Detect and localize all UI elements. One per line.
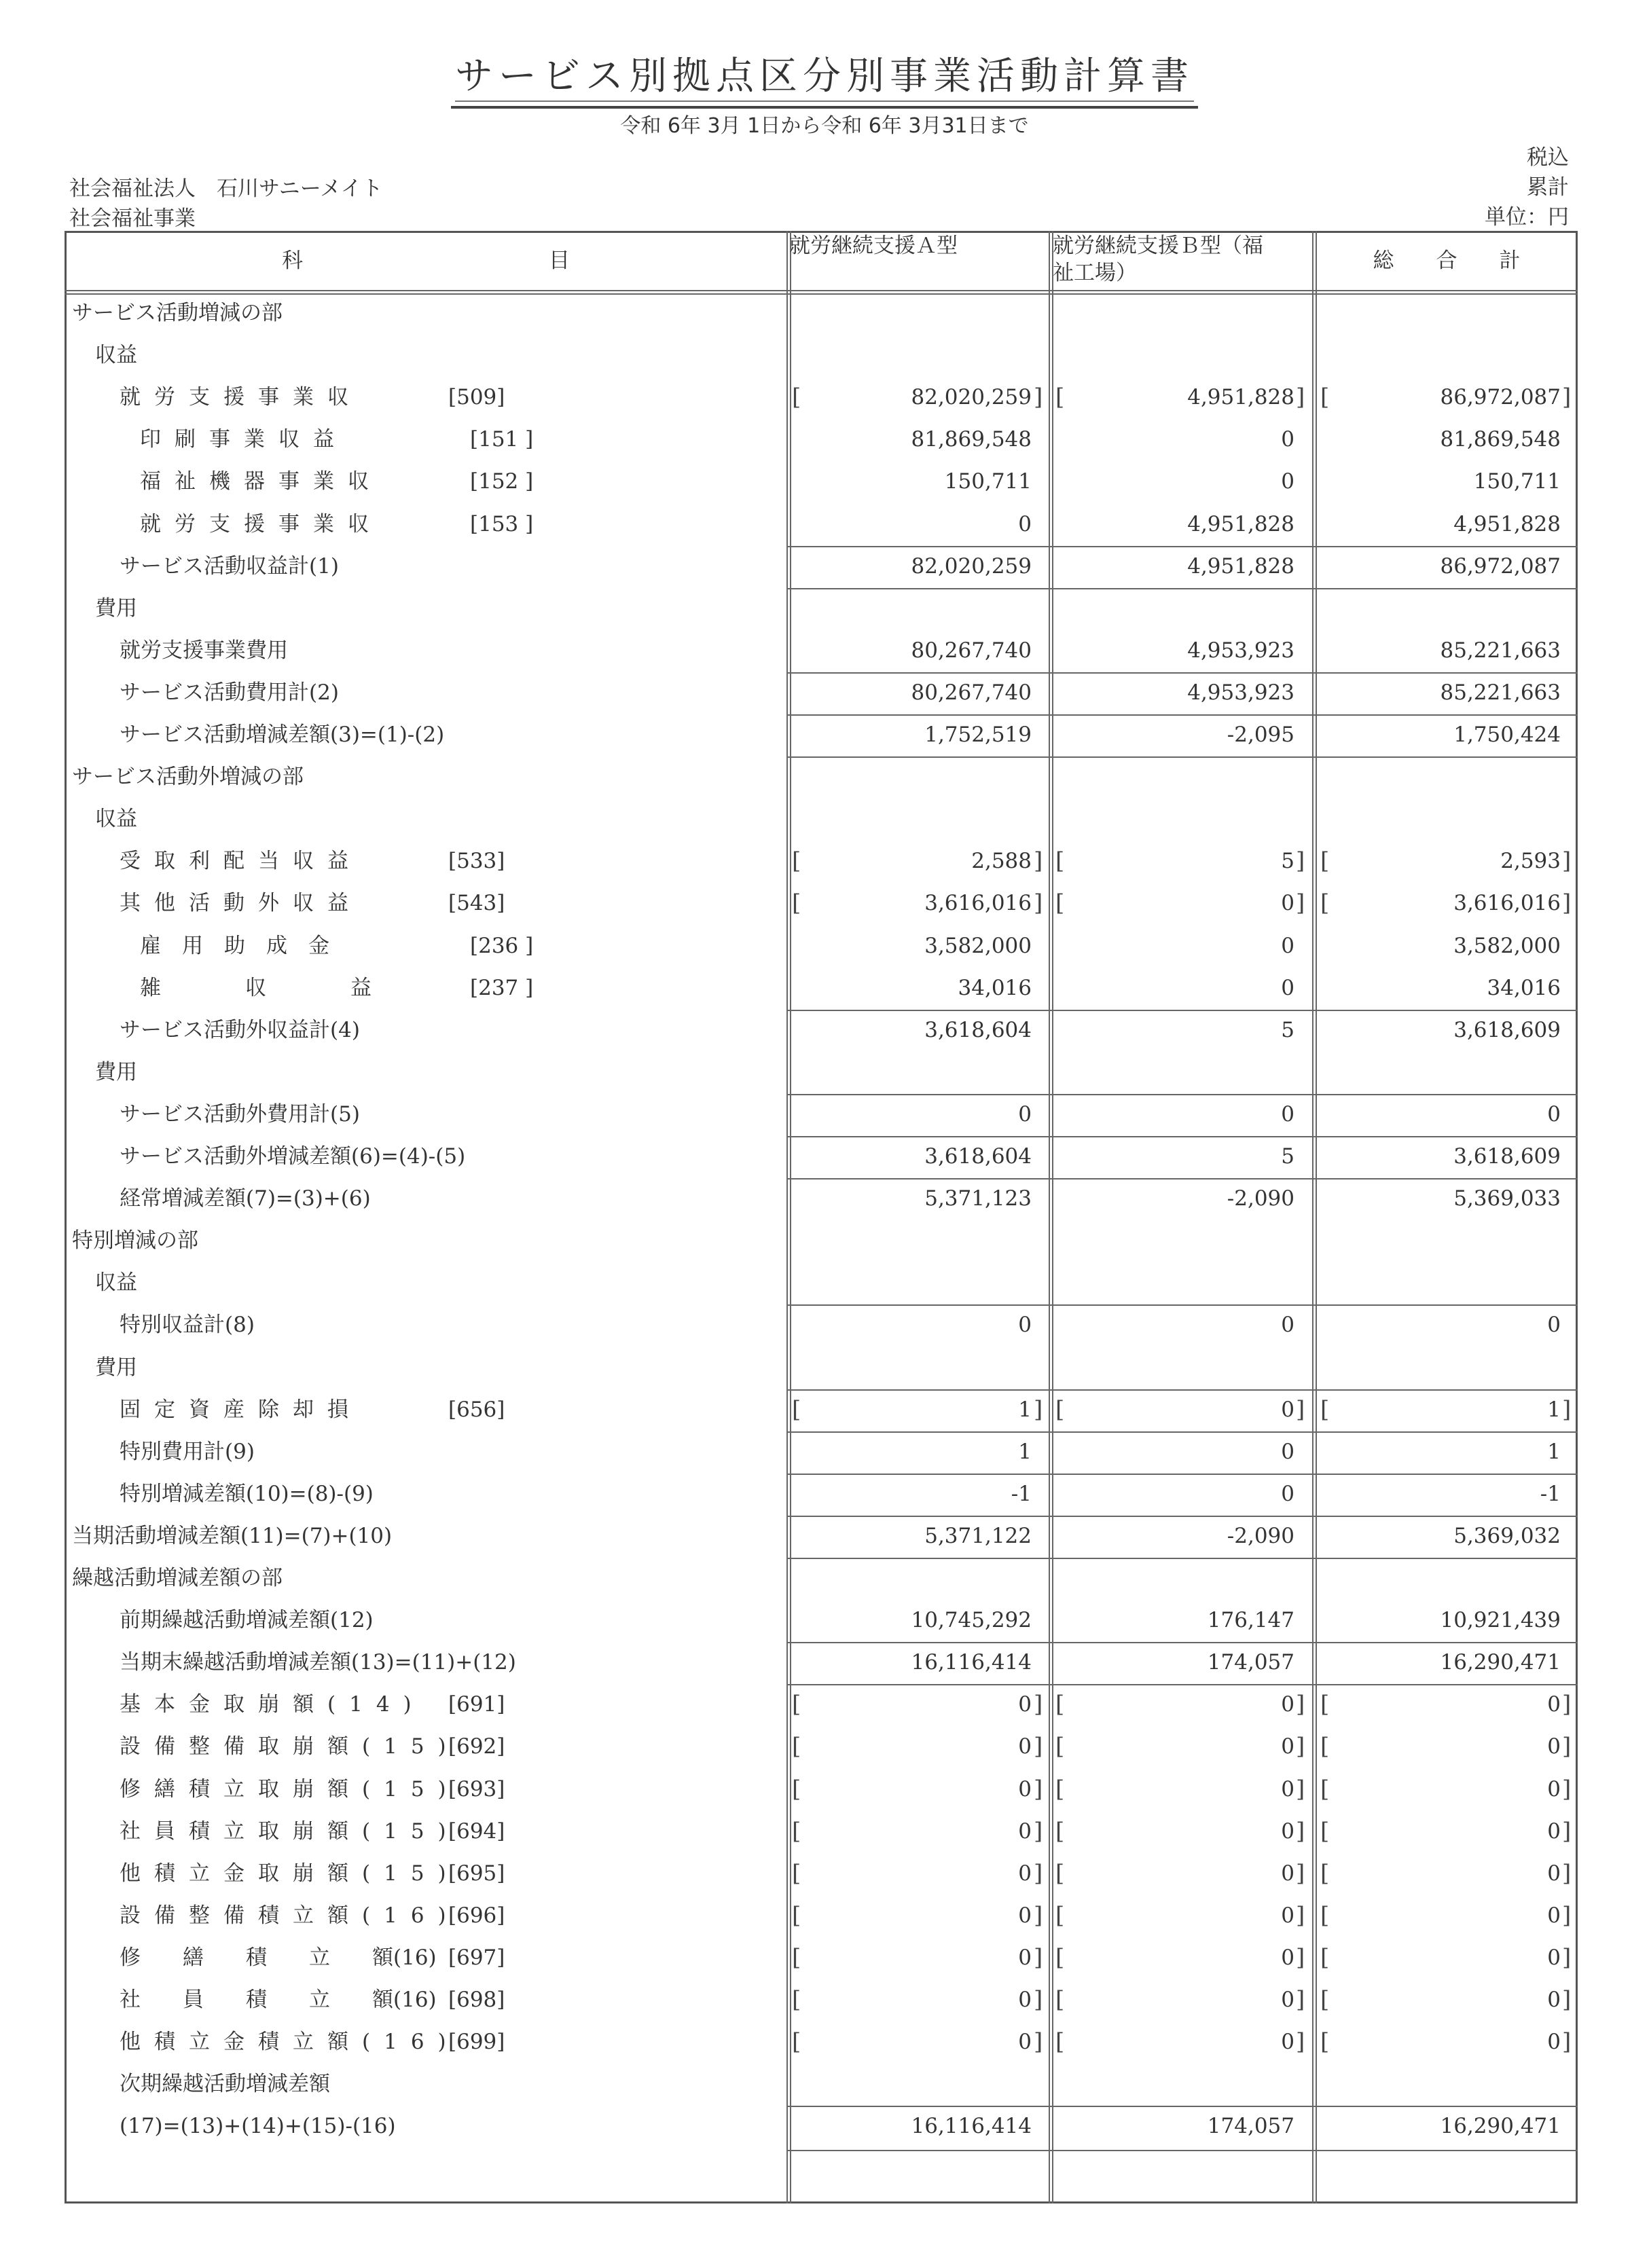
b-type-value: 0	[1281, 1692, 1294, 1717]
table-row	[0, 1304, 1649, 1346]
total-value: 1	[1547, 1439, 1561, 1464]
final-rule	[786, 2150, 1578, 2151]
a-type-value: 0	[1018, 1988, 1032, 2012]
b-type-value: 0	[1281, 933, 1294, 958]
account-code: [151 ]	[470, 427, 534, 452]
row-label: 特別費用計(9)	[120, 1439, 255, 1464]
open-bracket: [	[1055, 1817, 1065, 1845]
row-label: 設備整備積立額(16)	[120, 1903, 460, 1928]
account-code: [696]	[448, 1903, 505, 1928]
row-label: 収益	[95, 343, 137, 368]
close-bracket: ]	[1034, 1817, 1043, 1845]
total-value: 3,582,000	[1453, 933, 1561, 958]
table-row	[0, 1768, 1649, 1810]
b-type-value: 4,951,828	[1187, 385, 1294, 410]
close-bracket: ]	[1562, 1395, 1572, 1423]
table-row	[0, 1810, 1649, 1852]
open-bracket: [	[1320, 1859, 1330, 1887]
close-bracket: ]	[1562, 1691, 1572, 1719]
table-row	[0, 629, 1649, 672]
table-row	[0, 1683, 1649, 1725]
row-label: 次期繰越活動増減差額	[120, 2072, 330, 2097]
a-type-value: 80,267,740	[911, 680, 1032, 705]
row-label: 経常増減差額(7)=(3)+(6)	[120, 1186, 371, 1211]
table-row	[0, 334, 1649, 376]
row-label: 修繕積立取崩額(15)	[120, 1776, 460, 1801]
total-value: 16,290,471	[1440, 2114, 1561, 2139]
table-row	[0, 1979, 1649, 2021]
b-type-value: 0	[1281, 1861, 1294, 1886]
a-type-value: 80,267,740	[911, 638, 1032, 663]
table-row	[0, 1431, 1649, 1473]
close-bracket: ]	[1034, 2028, 1043, 2056]
row-label: 費用	[95, 1355, 137, 1380]
b-type-header-line2: 祉工場）	[1053, 261, 1137, 285]
row-label: 当期活動増減差額(11)=(7)+(10)	[72, 1523, 393, 1548]
account-code: [656]	[448, 1397, 505, 1422]
table-row	[0, 798, 1649, 840]
total-value: 3,616,016	[1453, 891, 1561, 916]
close-bracket: ]	[1296, 1859, 1305, 1887]
open-bracket: [	[1055, 384, 1065, 411]
close-bracket: ]	[1034, 1775, 1043, 1803]
close-bracket: ]	[1562, 1943, 1572, 1971]
b-type-value: 0	[1281, 469, 1294, 494]
a-type-value: 1	[1018, 1397, 1032, 1422]
b-type-value: 0	[1281, 1776, 1294, 1801]
b-type-value: 0	[1281, 1439, 1294, 1464]
b-type-value: 4,953,923	[1187, 680, 1294, 705]
open-bracket: [	[792, 1733, 801, 1761]
row-label: 他積立金取崩額(15)	[120, 1861, 460, 1886]
row-label: サービス活動費用計(2)	[120, 680, 339, 705]
row-label: 就労支援事業収	[120, 385, 362, 410]
total-value: 0	[1547, 1101, 1561, 1127]
close-bracket: ]	[1296, 1901, 1305, 1929]
row-label: 前期繰越活動増減差額(12)	[120, 1608, 374, 1633]
a-type-value: 34,016	[958, 975, 1032, 1000]
row-label: 雇 用 助 成 金	[140, 933, 329, 958]
open-bracket: [	[1320, 1901, 1330, 1929]
close-bracket: ]	[1562, 1817, 1572, 1845]
close-bracket: ]	[1296, 890, 1305, 917]
a-type-value: 0	[1018, 1903, 1032, 1928]
table-row	[0, 1599, 1649, 1641]
table-row	[0, 418, 1649, 460]
table-row	[0, 840, 1649, 882]
corporation-name: 社会福祉法人 石川サニーメイト	[69, 177, 383, 201]
row-label: 費用	[95, 1059, 137, 1084]
open-bracket: [	[1320, 1817, 1330, 1845]
open-bracket: [	[1055, 1395, 1065, 1423]
close-bracket: ]	[1296, 1986, 1305, 2013]
row-label: 繰越活動増減差額の部	[72, 1566, 283, 1590]
open-bracket: [	[1055, 1859, 1065, 1887]
a-type-value: 82,020,259	[911, 553, 1032, 579]
a-type-value: 0	[1018, 1818, 1032, 1844]
account-code: [237 ]	[470, 975, 534, 1000]
table-row	[0, 1389, 1649, 1431]
close-bracket: ]	[1296, 1775, 1305, 1803]
b-type-value: 0	[1281, 1397, 1294, 1422]
close-bracket: ]	[1296, 2028, 1305, 2056]
close-bracket: ]	[1562, 384, 1572, 411]
table-row	[0, 1093, 1649, 1135]
open-bracket: [	[792, 1986, 801, 2013]
open-bracket: [	[1320, 1943, 1330, 1971]
b-type-value: 0	[1281, 1818, 1294, 1844]
row-label: サービス活動外増減差額(6)=(4)-(5)	[120, 1144, 466, 1169]
account-code: [693]	[448, 1776, 505, 1801]
open-bracket: [	[1320, 2028, 1330, 2056]
row-label: 印刷事業収益	[140, 427, 348, 452]
table-row	[0, 714, 1649, 756]
table-row	[0, 1557, 1649, 1599]
b-type-value: 176,147	[1207, 1608, 1294, 1633]
account-code: [691]	[448, 1692, 505, 1717]
row-label: 収益	[95, 807, 137, 832]
table-row	[0, 292, 1649, 334]
total-value: 5,369,032	[1453, 1523, 1561, 1548]
row-label: 修 繕 積 立 額(16)	[120, 1945, 437, 1970]
open-bracket: [	[1320, 890, 1330, 917]
table-row	[0, 1473, 1649, 1515]
table-row	[0, 545, 1649, 587]
account-code: [695]	[448, 1861, 505, 1886]
close-bracket: ]	[1034, 384, 1043, 411]
b-type-value: 5	[1281, 1017, 1294, 1042]
account-code: [699]	[448, 2030, 505, 2055]
total-value: 86,972,087	[1440, 385, 1561, 410]
table-row	[0, 2063, 1649, 2105]
close-bracket: ]	[1562, 1901, 1572, 1929]
business-name: 社会福祉事業	[69, 206, 196, 231]
b-type-value: 174,057	[1207, 1650, 1294, 1675]
total-value: 0	[1547, 1945, 1561, 1970]
a-type-value: 82,020,259	[911, 385, 1032, 410]
row-label: 就労支援事業費用	[120, 638, 288, 663]
a-type-value: 3,618,604	[924, 1144, 1032, 1169]
row-label: 他積立金積立額(16)	[120, 2030, 460, 2055]
table-row	[0, 1895, 1649, 1937]
a-type-value: 0	[1018, 1945, 1032, 1970]
account-code: [509]	[448, 385, 505, 410]
account-code: [153 ]	[470, 511, 534, 536]
open-bracket: [	[1055, 1986, 1065, 2013]
a-type-value: 0	[1018, 1861, 1032, 1886]
b-type-value: 4,953,923	[1187, 638, 1294, 663]
table-row	[0, 1641, 1649, 1683]
open-bracket: [	[1320, 847, 1330, 875]
b-type-value: 4,951,828	[1187, 511, 1294, 536]
a-type-value: 5,371,122	[924, 1523, 1032, 1548]
row-label: 費用	[95, 596, 137, 621]
close-bracket: ]	[1034, 1733, 1043, 1761]
b-type-value: 174,057	[1207, 2114, 1294, 2139]
subject-header-left: 科	[282, 249, 303, 273]
close-bracket: ]	[1562, 847, 1572, 875]
table-row	[0, 587, 1649, 629]
row-label: 其他活動外収益	[120, 891, 362, 916]
table-row	[0, 2105, 1649, 2147]
a-type-value: 0	[1018, 1313, 1032, 1338]
open-bracket: [	[792, 1943, 801, 1971]
account-code: [692]	[448, 1734, 505, 1759]
a-type-header: 就労継続支援Ａ型	[789, 234, 958, 258]
account-code: [543]	[448, 891, 505, 916]
b-type-value: 0	[1281, 975, 1294, 1000]
total-value: 3,618,609	[1453, 1144, 1561, 1169]
account-code: [152 ]	[470, 469, 534, 494]
a-type-value: 0	[1018, 1776, 1032, 1801]
table-row	[0, 1725, 1649, 1768]
a-type-value: 3,616,016	[924, 891, 1032, 916]
close-bracket: ]	[1296, 1943, 1305, 1971]
close-bracket: ]	[1034, 1691, 1043, 1719]
total-value: -1	[1540, 1481, 1561, 1506]
total-value: 0	[1547, 1988, 1561, 2012]
account-code: [698]	[448, 1988, 505, 2012]
a-type-value: 0	[1018, 2030, 1032, 2055]
open-bracket: [	[792, 384, 801, 411]
table-row	[0, 503, 1649, 545]
open-bracket: [	[792, 1901, 801, 1929]
a-type-value: 81,869,548	[911, 427, 1032, 452]
table-row	[0, 376, 1649, 418]
close-bracket: ]	[1296, 1817, 1305, 1845]
table-row	[0, 882, 1649, 924]
account-code: [694]	[448, 1818, 505, 1844]
open-bracket: [	[792, 890, 801, 917]
total-value: 0	[1547, 1776, 1561, 1801]
total-value: 85,221,663	[1440, 680, 1561, 705]
row-label: 当期末繰越活動増減差額(13)=(11)+(12)	[120, 1650, 516, 1675]
a-type-value: 150,711	[944, 469, 1032, 494]
table-row	[0, 1009, 1649, 1051]
close-bracket: ]	[1034, 847, 1043, 875]
total-value: 150,711	[1473, 469, 1561, 494]
open-bracket: [	[792, 1775, 801, 1803]
row-label: 特別増減の部	[72, 1228, 198, 1254]
b-type-value: -2,090	[1227, 1186, 1294, 1211]
row-label: サービス活動外増減の部	[72, 765, 304, 790]
close-bracket: ]	[1296, 847, 1305, 875]
close-bracket: ]	[1296, 1733, 1305, 1761]
table-row	[0, 1177, 1649, 1220]
open-bracket: [	[1055, 847, 1065, 875]
b-type-value: 0	[1281, 1481, 1294, 1506]
close-bracket: ]	[1562, 2028, 1572, 2056]
open-bracket: [	[792, 1817, 801, 1845]
close-bracket: ]	[1034, 1943, 1043, 1971]
b-type-value: -2,090	[1227, 1523, 1294, 1548]
open-bracket: [	[1320, 1733, 1330, 1761]
account-code: [697]	[448, 1945, 505, 1970]
row-label: 受取利配当収益	[120, 849, 362, 874]
b-type-value: 5	[1281, 849, 1294, 874]
b-type-value: 0	[1281, 1734, 1294, 1759]
table-row	[0, 1220, 1649, 1262]
open-bracket: [	[1055, 1733, 1065, 1761]
total-value: 81,869,548	[1440, 427, 1561, 452]
close-bracket: ]	[1296, 1395, 1305, 1423]
tax-label: 税込	[1527, 145, 1569, 170]
total-value: 10,921,439	[1440, 1608, 1561, 1633]
b-type-value: 0	[1281, 1988, 1294, 2012]
b-type-value: 0	[1281, 1101, 1294, 1127]
b-type-value: 5	[1281, 1144, 1294, 1169]
close-bracket: ]	[1562, 1859, 1572, 1887]
document-title: サービス別拠点区分別事業活動計算書	[0, 54, 1649, 109]
row-label: 社 員 積 立 額(16)	[120, 1988, 437, 2012]
row-label: 固定資産除却損	[120, 1397, 362, 1422]
table-row	[0, 1347, 1649, 1389]
table-row	[0, 460, 1649, 502]
b-type-value: 0	[1281, 1945, 1294, 1970]
close-bracket: ]	[1034, 1859, 1043, 1887]
open-bracket: [	[792, 2028, 801, 2056]
a-type-value: 10,745,292	[911, 1608, 1032, 1633]
b-type-value: 0	[1281, 2030, 1294, 2055]
b-type-value: 0	[1281, 891, 1294, 916]
table-row	[0, 756, 1649, 798]
a-type-value: -1	[1011, 1481, 1032, 1506]
a-type-value: 1,752,519	[924, 723, 1032, 747]
open-bracket: [	[1320, 1775, 1330, 1803]
row-label: サービス活動増減差額(3)=(1)-(2)	[120, 723, 445, 747]
total-value: 1	[1547, 1397, 1561, 1422]
row-label: 雑 収 益	[140, 975, 372, 1000]
b-type-value: 0	[1281, 1313, 1294, 1338]
close-bracket: ]	[1562, 1986, 1572, 2013]
open-bracket: [	[1320, 1395, 1330, 1423]
table-row	[0, 672, 1649, 714]
row-label: 基本金取崩額(14)	[120, 1692, 425, 1717]
row-label: (17)=(13)+(14)+(15)-(16)	[120, 2114, 396, 2139]
total-value: 0	[1547, 1818, 1561, 1844]
open-bracket: [	[792, 1395, 801, 1423]
open-bracket: [	[1055, 1943, 1065, 1971]
open-bracket: [	[792, 847, 801, 875]
table-row	[0, 2021, 1649, 2063]
total-value: 0	[1547, 1903, 1561, 1928]
total-value: 1,750,424	[1453, 723, 1561, 747]
subject-header-right: 目	[549, 249, 570, 273]
open-bracket: [	[792, 1691, 801, 1719]
row-label: 収益	[95, 1270, 137, 1296]
table-row	[0, 1262, 1649, 1304]
account-code: [236 ]	[470, 933, 534, 958]
open-bracket: [	[792, 1859, 801, 1887]
a-type-value: 3,582,000	[924, 933, 1032, 958]
row-label: サービス活動増減の部	[72, 301, 283, 325]
b-type-value: -2,095	[1227, 723, 1294, 747]
b-type-value: 4,951,828	[1187, 553, 1294, 579]
open-bracket: [	[1055, 2028, 1065, 2056]
a-type-value: 0	[1018, 511, 1032, 536]
row-label: 特別増減差額(10)=(8)-(9)	[120, 1481, 374, 1506]
open-bracket: [	[1320, 1691, 1330, 1719]
a-type-value: 16,116,414	[911, 1650, 1032, 1675]
close-bracket: ]	[1562, 1775, 1572, 1803]
total-value: 4,951,828	[1453, 511, 1561, 536]
table-row	[0, 967, 1649, 1009]
a-type-value: 0	[1018, 1734, 1032, 1759]
a-type-value: 16,116,414	[911, 2114, 1032, 2139]
a-type-value: 3,618,604	[924, 1017, 1032, 1042]
row-label: サービス活動外費用計(5)	[120, 1101, 360, 1127]
row-label: サービス活動外収益計(4)	[120, 1017, 360, 1042]
table-row	[0, 1051, 1649, 1093]
row-label: サービス活動収益計(1)	[120, 553, 339, 579]
close-bracket: ]	[1034, 890, 1043, 917]
close-bracket: ]	[1034, 1901, 1043, 1929]
cumulative-label: 累計	[1527, 175, 1569, 200]
a-type-value: 0	[1018, 1101, 1032, 1127]
open-bracket: [	[1055, 890, 1065, 917]
open-bracket: [	[1320, 384, 1330, 411]
close-bracket: ]	[1034, 1986, 1043, 2013]
header-divider	[65, 290, 1578, 291]
total-value: 16,290,471	[1440, 1650, 1561, 1675]
a-type-value: 5,371,123	[924, 1186, 1032, 1211]
total-value: 0	[1547, 1313, 1561, 1338]
b-type-header-line1: 就労継続支援Ｂ型（福	[1053, 234, 1263, 258]
open-bracket: [	[1055, 1901, 1065, 1929]
close-bracket: ]	[1296, 1691, 1305, 1719]
row-label: 特別収益計(8)	[120, 1313, 255, 1338]
total-value: 3,618,609	[1453, 1017, 1561, 1042]
close-bracket: ]	[1562, 890, 1572, 917]
close-bracket: ]	[1562, 1733, 1572, 1761]
unit-label: 単位：円	[1485, 205, 1569, 230]
total-header: 総 合 計	[1373, 249, 1521, 273]
a-type-value: 2,588	[971, 849, 1032, 874]
total-value: 5,369,033	[1453, 1186, 1561, 1211]
a-type-value: 0	[1018, 1692, 1032, 1717]
total-value: 34,016	[1487, 975, 1561, 1000]
table-row	[0, 925, 1649, 967]
table-row	[0, 1515, 1649, 1557]
total-value: 0	[1547, 1734, 1561, 1759]
period-text: 令和 6年 3月 1日から令和 6年 3月31日まで	[620, 114, 1029, 138]
a-type-value: 1	[1018, 1439, 1032, 1464]
total-value: 0	[1547, 2030, 1561, 2055]
table-row	[0, 1852, 1649, 1895]
total-value: 0	[1547, 1861, 1561, 1886]
total-value: 0	[1547, 1692, 1561, 1717]
b-type-value: 0	[1281, 427, 1294, 452]
open-bracket: [	[1055, 1775, 1065, 1803]
close-bracket: ]	[1296, 384, 1305, 411]
row-label: 設備整備取崩額(15)	[120, 1734, 460, 1759]
table-row	[0, 1135, 1649, 1177]
row-label: 社員積立取崩額(15)	[120, 1818, 460, 1844]
open-bracket: [	[1320, 1986, 1330, 2013]
table-row	[0, 1937, 1649, 1979]
row-label: 福祉機器事業収	[140, 469, 382, 494]
open-bracket: [	[1055, 1691, 1065, 1719]
total-value: 86,972,087	[1440, 553, 1561, 579]
row-label: 就労支援事業収	[140, 511, 382, 536]
account-code: [533]	[448, 849, 505, 874]
total-value: 85,221,663	[1440, 638, 1561, 663]
close-bracket: ]	[1034, 1395, 1043, 1423]
total-value: 2,593	[1500, 849, 1561, 874]
b-type-value: 0	[1281, 1903, 1294, 1928]
